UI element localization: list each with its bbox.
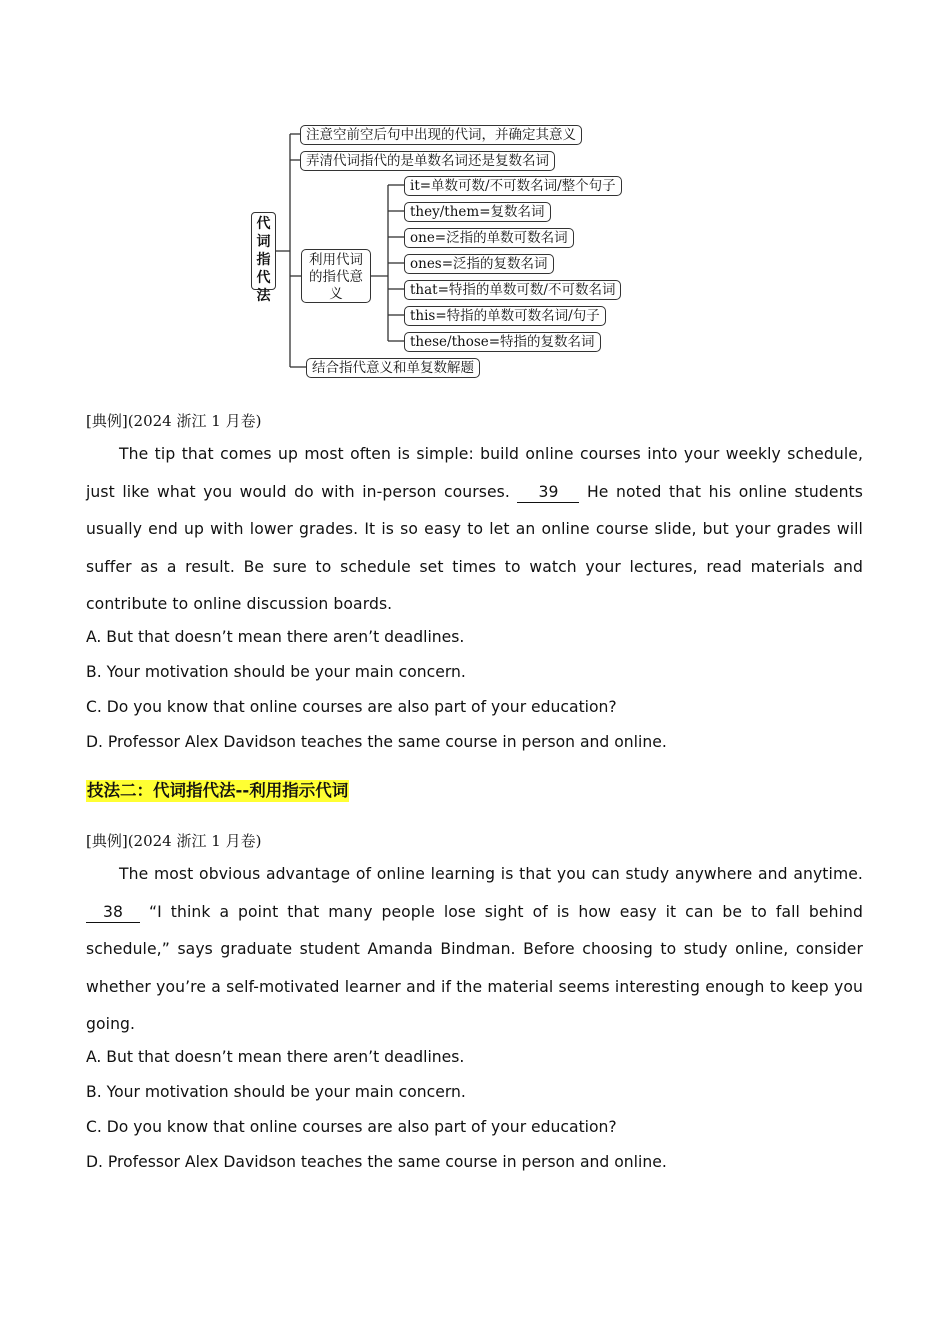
mindmap-sub-item: one=泛指的单数可数名词 bbox=[404, 228, 574, 248]
example-label: [典例](2024 浙江 1 月卷) bbox=[86, 832, 262, 850]
passage-text-after: “I think a point that many people lose sight of is how easy it can be to fall behind schedule,” says graduate student Amanda Bindman. Before choosing to study online, consider whether you’re a self-motivated learner and if the material seems interesting enough to keep you going. bbox=[86, 902, 864, 1033]
option-d: D. Professor Alex Davidson teaches the same course in person and online. bbox=[86, 1153, 667, 1171]
example1-passage bbox=[86, 436, 863, 624]
mindmap-branch-combine: 结合指代意义和单复数解题 bbox=[306, 358, 480, 378]
pronoun-reference-mindmap bbox=[248, 122, 704, 380]
mindmap-sub-item: this=特指的单数可数名词/句子 bbox=[404, 306, 606, 326]
section-heading: 技法二：代词指代法--利用指示代词 bbox=[87, 781, 349, 800]
answer-blank: 39 bbox=[517, 482, 579, 503]
mindmap-sub-item: they/them=复数名词 bbox=[404, 202, 551, 222]
mindmap-sub-item: it=单数可数/不可数名词/整个句子 bbox=[404, 176, 622, 196]
mindmap-branch-notice-pronouns: 注意空前空后句中出现的代词，并确定其意义 bbox=[300, 125, 582, 145]
option-c: C. Do you know that online courses are also part of your education? bbox=[86, 698, 617, 716]
option-b: B. Your motivation should be your main concern. bbox=[86, 1083, 466, 1101]
example2-passage bbox=[86, 856, 863, 1044]
mindmap-branch-singular-plural: 弄清代词指代的是单数名词还是复数名词 bbox=[300, 151, 555, 171]
example-label: [典例](2024 浙江 1 月卷) bbox=[86, 412, 262, 430]
option-a: A. But that doesn’t mean there aren’t deadlines. bbox=[86, 1048, 465, 1066]
answer-blank: 38 bbox=[86, 902, 140, 923]
passage-text-before: The tip that comes up most often is simple: build online courses into your weekly schedule, just like what you would do with in-person courses. bbox=[86, 445, 863, 501]
option-a: A. But that doesn’t mean there aren’t deadlines. bbox=[86, 628, 465, 646]
passage-text-after: He noted that his online students usually end up with lower grades. It is so easy to let an online course slide, but your grades will suffer as a result. Be sure to schedule set times to watch your lectures, read materials and contribute to online discussion boards. bbox=[86, 482, 863, 613]
mindmap-sub-item: these/those=特指的复数名词 bbox=[404, 332, 601, 352]
mindmap-sub-item: ones=泛指的复数名词 bbox=[404, 254, 554, 274]
option-b: B. Your motivation should be your main concern. bbox=[86, 663, 466, 681]
mindmap-sub-item: that=特指的单数可数/不可数名词 bbox=[404, 280, 621, 300]
mindmap-root: 代词指代法 bbox=[251, 212, 276, 290]
option-c: C. Do you know that online courses are also part of your education? bbox=[86, 1118, 617, 1136]
option-d: D. Professor Alex Davidson teaches the same course in person and online. bbox=[86, 733, 667, 751]
passage-text-before: The most obvious advantage of online learning is that you can study anywhere and anytime. bbox=[119, 865, 863, 883]
mindmap-branch-use-reference: 利用代词的指代意义 bbox=[301, 249, 371, 303]
